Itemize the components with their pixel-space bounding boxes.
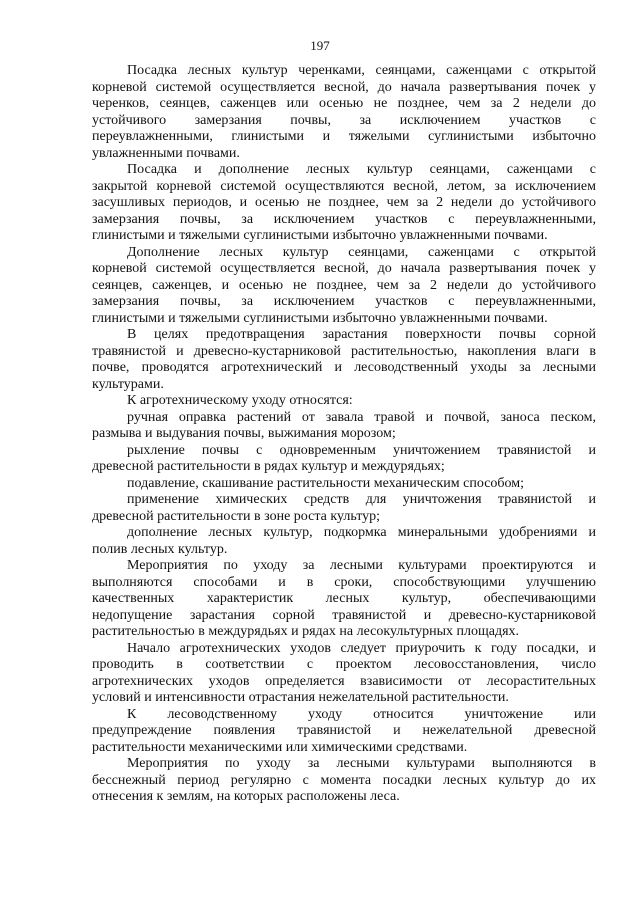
paragraph bbox=[92, 245, 596, 328]
text-line: черенков, сеянцев, саженцев или осенью не позднее, чем за 2 недели до bbox=[92, 96, 596, 111]
text-line: растительности механическими или химическими средствами. bbox=[92, 739, 468, 755]
paragraph bbox=[92, 756, 596, 806]
text-line: корневой системой осуществляется весной, до начала развертывания почек у bbox=[92, 79, 596, 95]
text-line: отнесения к землям, на которых расположены леса. bbox=[92, 789, 400, 804]
paragraph bbox=[92, 476, 596, 493]
text-line: Посадка лесных культур черенками, сеянцами, саженцами с открытой bbox=[127, 63, 596, 78]
page-number: 197 bbox=[310, 38, 330, 53]
text-line: закрытой корневой системой осуществляются весной, летом, за исключением bbox=[92, 178, 596, 194]
text-line: В целях предотвращения зарастания поверхности почвы сорной bbox=[127, 327, 596, 342]
text-line: глинистыми и тяжелыми суглинистыми избыточно увлажненными почвами. bbox=[92, 310, 548, 326]
text-line: культурами. bbox=[92, 376, 164, 392]
text-line: выполняются способами и в сроки, способствующими улучшению bbox=[92, 574, 596, 590]
paragraph bbox=[92, 393, 596, 410]
text-line: глинистыми и тяжелыми суглинистыми избыточно увлажненными почвами. bbox=[92, 228, 548, 243]
text-line: почве, проводятся агротехнический и лесоводственный уходы за лесными bbox=[92, 360, 596, 375]
text-line: Посадка и дополнение лесных культур сеянцами, саженцами с bbox=[127, 162, 596, 177]
text-line: увлажненными почвами. bbox=[92, 145, 240, 161]
paragraph bbox=[92, 327, 596, 393]
text-line: переувлажненными, глинистыми и тяжелыми суглинистыми избыточно bbox=[92, 129, 596, 144]
text-line: древесной растительности в рядах культур и междурядьях; bbox=[92, 459, 445, 474]
text-line: полив лесных культур. bbox=[92, 541, 228, 557]
text-line: растительностью в междурядьях и рядах на лесокультурных площадях. bbox=[92, 624, 520, 639]
paragraph bbox=[92, 525, 596, 558]
body-text bbox=[92, 63, 596, 806]
text-line: К агротехническому уходу относятся: bbox=[127, 393, 353, 408]
text-line: устойчивого замерзания почвы, за исключением участков с bbox=[92, 112, 596, 128]
text-line: замерзания почвы, за исключением участков с переувлажненными, bbox=[92, 294, 596, 309]
text-line: условий и интенсивности отрастания нежелательной растительности. bbox=[92, 690, 509, 705]
text-line: сеянцев, саженцев, и осенью не позднее, чем за 2 недели до устойчивого bbox=[92, 277, 596, 293]
paragraph bbox=[92, 162, 596, 245]
text-line: Мероприятия по уходу за лесными культурами проектируются и bbox=[127, 558, 596, 573]
text-line: размыва и выдувания почвы, выжимания морозом; bbox=[92, 426, 396, 441]
text-line: Мероприятия по уходу за лесными культурами выполняются в bbox=[127, 756, 596, 771]
paragraph bbox=[92, 492, 596, 525]
text-line: ручная оправка растений от завала травой и почвой, заноса песком, bbox=[127, 409, 596, 425]
text-line: предупреждение появления травянистой и нежелательной древесной bbox=[92, 723, 596, 738]
paragraph bbox=[92, 63, 596, 162]
text-line: агротехнических уходов определяется взависимости от лесорастительных bbox=[92, 673, 596, 689]
paragraph bbox=[92, 443, 596, 476]
paragraph bbox=[92, 707, 596, 757]
text-line: древесной растительности в зоне роста культур; bbox=[92, 508, 381, 524]
text-line: проводить в соответствии с проектом лесовосстановления, число bbox=[92, 657, 596, 672]
text-line: засушливых периодов, и осенью не позднее, чем за 2 недели до устойчивого bbox=[92, 195, 596, 210]
text-line: применение химических средств для уничтожения травянистой и bbox=[127, 492, 596, 507]
text-line: корневой системой осуществляется весной, до начала развертывания почек у bbox=[92, 261, 596, 276]
text-line: дополнение лесных культур, подкормка минеральными удобрениями и bbox=[127, 525, 596, 540]
text-line: замерзания почвы, за исключением участков с переувлажненными, bbox=[92, 211, 596, 227]
text-line: Дополнение лесных культур сеянцами, саженцами с открытой bbox=[127, 244, 596, 260]
text-line: К лесоводственному уходу относится уничтожение или bbox=[127, 706, 596, 722]
text-line: Начало агротехнических уходов следует приурочить к году посадки, и bbox=[127, 640, 596, 656]
text-line: рыхление почвы с одновременным уничтожением травянистой и bbox=[127, 442, 596, 458]
paragraph bbox=[92, 641, 596, 707]
text-line: бесснежный период регулярно с момента посадки лесных культур до их bbox=[92, 772, 596, 788]
paragraph bbox=[92, 410, 596, 443]
text-line: травянистой и древесно-кустарниковой растительностью, накопления влаги в bbox=[92, 343, 596, 359]
text-line: качественных характеристик лесных культур, обеспечивающими bbox=[92, 591, 596, 606]
paragraph bbox=[92, 558, 596, 641]
text-line: подавление, скашивание растительности механическим способом; bbox=[127, 475, 525, 491]
text-line: недопущение зарастания сорной травянистой и древесно-кустарниковой bbox=[92, 607, 596, 623]
